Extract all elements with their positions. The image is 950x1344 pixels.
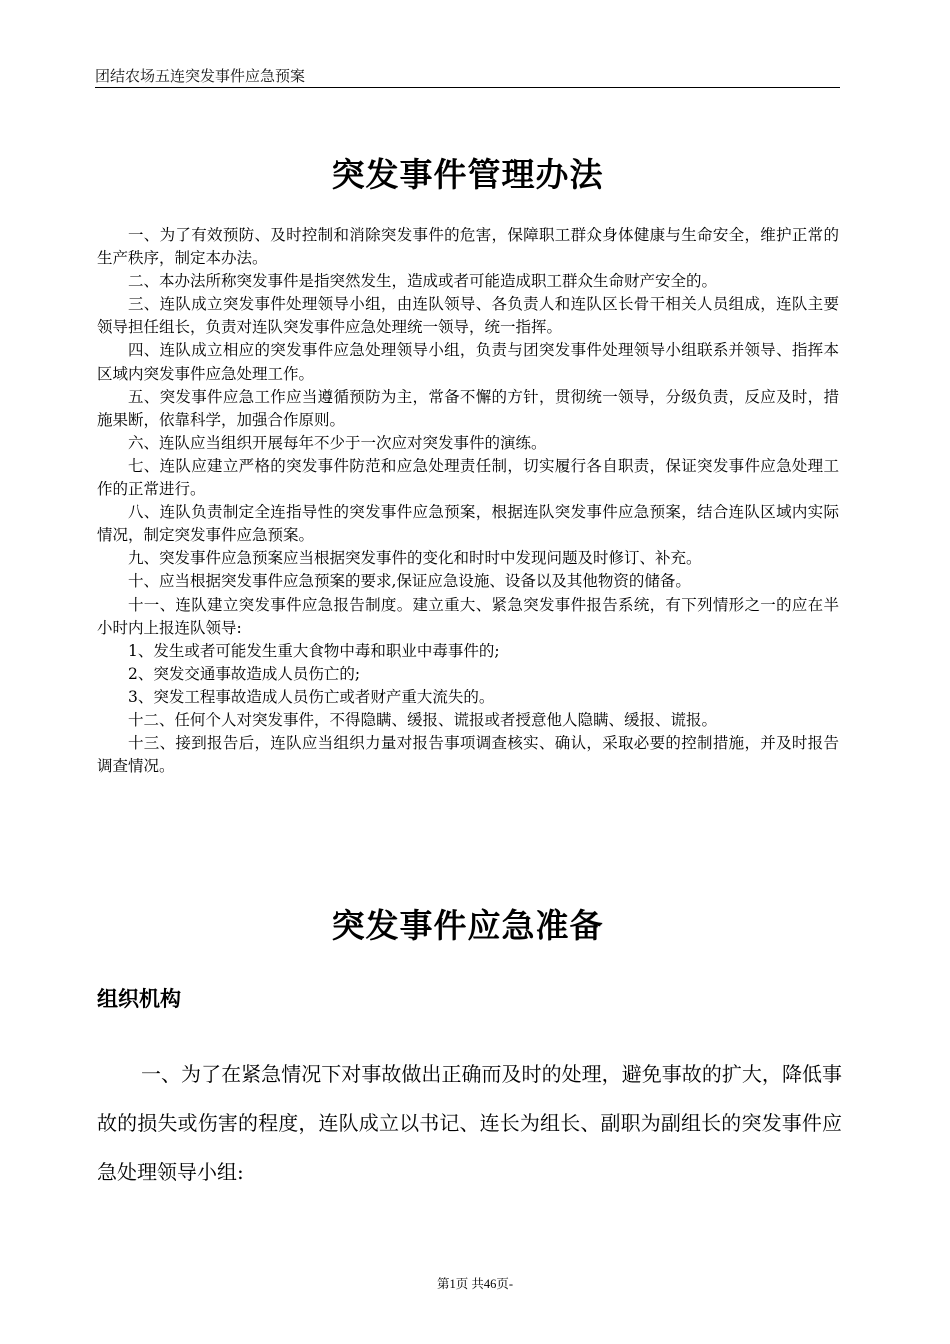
paragraph: 七、连队应建立严格的突发事件防范和应急处理责任制，切实履行各自职责，保证突发事件应急处理工作的正常进行。 (97, 456, 839, 499)
paragraph: 二、本办法所称突发事件是指突然发生，造成或者可能造成职工群众生命财产安全的。 (128, 272, 718, 291)
management-rules-body (97, 224, 839, 778)
paragraph: 十二、任何个人对突发事件，不得隐瞒、缓报、谎报或者授意他人隐瞒、缓报、谎报。 (128, 710, 718, 729)
section-title-management: 突发事件管理办法 (331, 155, 604, 194)
paragraph: 三、连队成立突发事件处理领导小组，由连队领导、各负责人和连队区长骨干相关人员组成，连队主要领导担任组长，负责对连队突发事件应急处理统一领导，统一指挥。 (97, 295, 839, 337)
paragraph: 一、为了在紧急情况下对事故做出正确而及时的处理，避免事故的扩大，降低事故的损失或伤害的程度，连队成立以书记、连长为组长、副职为副组长的突发事件应急处理领导小组: (97, 1062, 842, 1184)
paragraph: 十、应当根据突发事件应急预案的要求,保证应急设施、设备以及其他物资的储备。 (128, 572, 691, 591)
page-number: 第1页 共46页- (436, 1277, 514, 1291)
paragraph: 十一、连队建立突发事件应急报告制度。建立重大、紧急突发事件报告系统，有下列情形之一的应在半小时内上报连队领导: (97, 595, 839, 637)
section-title-preparation: 突发事件应急准备 (331, 906, 604, 945)
paragraph: 十三、接到报告后，连队应当组织力量对报告事项调查核实、确认，采取必要的控制措施，并及时报告调查情况。 (97, 734, 839, 776)
paragraph: 五、突发事件应急工作应当遵循预防为主，常备不懈的方针，贯彻统一领导，分级负责，反应及时，措施果断，依靠科学，加强合作原则。 (97, 387, 839, 429)
paragraph: 九、突发事件应急预案应当根据突发事件的变化和时时中发现问题及时修订、补充。 (128, 549, 702, 568)
list-item: 1、发生或者可能发生重大食物中毒和职业中毒事件的; (128, 641, 500, 660)
paragraph: 四、连队成立相应的突发事件应急处理领导小组，负责与团突发事件处理领导小组联系并领导、指挥本区域内突发事件应急处理工作。 (97, 341, 839, 383)
paragraph: 一、为了有效预防、及时控制和消除突发事件的危害，保障职工群众身体健康与生命安全，维护正常的生产秩序，制定本办法。 (97, 226, 839, 268)
organization-body (97, 1050, 842, 1197)
paragraph: 八、连队负责制定全连指导性的突发事件应急预案，根据连队突发事件应急预案，结合连队区域内实际情况，制定突发事件应急预案。 (97, 503, 839, 545)
list-item: 2、突发交通事故造成人员伤亡的; (128, 664, 361, 683)
paragraph: 六、连队应当组织开展每年不少于一次应对突发事件的演练。 (128, 433, 547, 452)
subheading-organization: 组织机构 (97, 987, 181, 1011)
list-item: 3、突发工程事故造成人员伤亡或者财产重大流失的。 (128, 687, 495, 706)
running-header: 团结农场五连突发事件应急预案 (95, 66, 840, 88)
